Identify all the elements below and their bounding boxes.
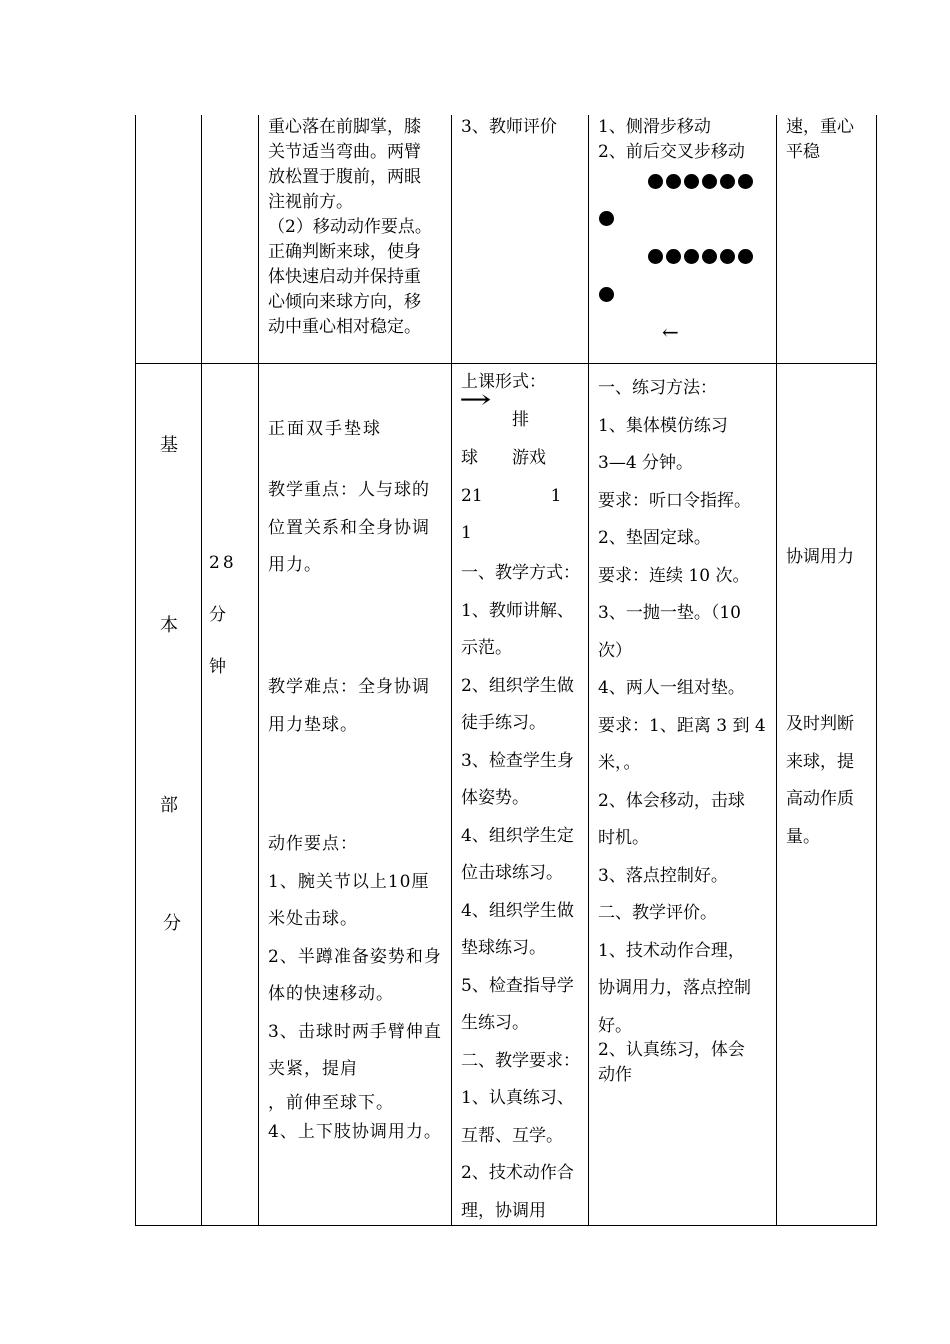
text-line: 互帮、互学。 [461,1125,563,1146]
text-line: 2、技术动作合 [461,1163,574,1183]
text-line: 生练习。 [461,1013,529,1033]
time-cell [209,537,237,693]
text-line: 3—4 分钟。 [598,453,694,473]
time-unit: 钟 [209,657,229,677]
text-line: 二、教学评价。 [598,903,717,923]
row1-note-cell [786,115,854,165]
student-dot [648,174,663,189]
table-col-divider-3 [451,115,452,1226]
text-line: 2、组织学生做 [461,675,574,696]
form-text-line: 排 [512,410,529,430]
text-line: 2、半蹲准备姿势和身 [268,946,442,967]
difficulty-block [268,669,430,744]
text-line: 位置关系和全身协调 [268,517,430,538]
text-line: 正确判断来球，使身 [268,242,421,262]
text-line: 一、教学方式： [461,563,580,583]
text-line: 3、击球时两手臂伸直 [268,1021,442,1042]
section-char: 本 [160,615,178,636]
section-char: 部 [160,795,178,816]
student-dot [648,249,663,264]
student-dot [666,249,681,264]
text-line: 1、腕关节以上10厘 [268,871,430,892]
student-dot [702,174,717,189]
table-row-divider [135,363,877,364]
text-line: 放松置于腹前，两眼 [268,167,421,187]
note-coordination: 协调用力 [786,547,854,567]
formation-single-dot-1 [599,211,614,226]
section-char: 基 [160,435,178,456]
row1-teacher-cell [461,115,557,140]
student-dot [684,174,699,189]
text-line: 3、检查学生身 [461,750,574,771]
text-line: 3、落点控制好。 [598,865,728,886]
table-col-divider-2 [258,115,259,1226]
text-line: 关节适当弯曲。两臂 [268,142,421,162]
text-line: 教学难点：全身协调 [268,677,430,697]
formation-row-1 [648,174,753,189]
text-line: 1、技术动作合理， [598,940,745,961]
formation-single-dot-2 [599,287,614,302]
text-line: （2）移动动作要点。 [268,217,432,237]
text-line: 1、集体模仿练习 [598,415,728,436]
text-line: 3、教师评价 [461,117,557,137]
text-line: 夹紧，提肩 [268,1059,358,1079]
student-dot [684,249,699,264]
table-col-divider-4 [588,115,589,1226]
text-line: 2、垫固定球。 [598,528,711,548]
text-line: ，前伸至球下。 [268,1092,394,1113]
section-char: 分 [163,913,181,934]
text-line: 注视前方。 [268,192,353,212]
time-unit: 分 [209,605,229,625]
text-line: 协调用力，落点控制 [598,978,751,998]
text-line: 量。 [786,826,820,847]
form-text-line: 21 1 [461,486,562,506]
student-dot [738,249,753,264]
text-line: 2、认真练习，体会 [598,1040,745,1060]
formation-row-2 [648,249,753,264]
practice-method-block [598,370,766,1045]
text-line: 4、组织学生定 [461,825,574,846]
text-line: 二、教学要求： [461,1050,580,1071]
text-line: 平稳 [786,142,820,162]
text-line: 3、一抛一垫。（10 [598,603,741,623]
class-form-arrow: → [459,385,492,415]
text-line: 用力。 [268,555,322,575]
action-points-block [268,826,442,1147]
text-line: 1、侧滑步移动 [598,117,711,137]
text-line: 体的快速移动。 [268,984,394,1004]
text-line: 垫球练习。 [461,938,546,958]
text-line: 米，。 [598,753,641,773]
key-point-block [268,472,430,585]
text-line: 体姿势。 [461,788,529,808]
form-text-line: 1 [461,523,472,543]
formation-arrow: ← [662,320,679,344]
text-line: 示范。 [461,638,512,658]
student-dot [738,174,753,189]
text-line: 4、组织学生做 [461,900,574,921]
text-line: 及时判断 [786,714,854,734]
text-line: 位击球练习。 [461,863,563,883]
text-line: 体快速启动并保持重 [268,267,421,287]
text-line: 高动作质 [786,789,854,809]
text-line: 次） [598,640,632,661]
note-judgement-block [786,706,854,856]
text-line: 米处击球。 [268,909,358,929]
text-line: 要求：1、距离 3 到 4 [598,715,766,736]
text-line: 时机。 [598,828,649,848]
text-line: 理，协调用 [461,1200,546,1221]
student-dot [666,174,681,189]
text-line: 要求：连续 10 次。 [598,565,750,586]
row1-student-cell [598,115,745,165]
lesson-topic: 正面双手垫球 [268,419,382,439]
text-line: 4、两人一组对垫。 [598,678,745,698]
table-col-divider-5 [776,115,777,1226]
form-text-line: 球 游戏 [461,448,546,468]
time-value: 28 [209,553,237,573]
text-line: 5、检查指导学 [461,975,574,996]
text-line: 1、教师讲解、 [461,600,574,621]
student-dot [702,249,717,264]
text-line: 一、练习方法： [598,378,717,398]
student-dot [720,174,735,189]
text-line: 徒手练习。 [461,713,546,733]
text-line: 重心落在前脚掌，膝 [268,117,421,137]
text-line: 教学重点：人与球的 [268,480,430,500]
text-line: 1、认真练习、 [461,1088,574,1108]
row1-content-cell [268,115,432,340]
student-dot [720,249,735,264]
text-line: 2、前后交叉步移动 [598,142,745,162]
text-line: 用力垫球。 [268,714,358,735]
text-line: 来球，提 [786,751,854,772]
practice-tail-block [598,1038,745,1088]
text-line: 动中重心相对稳定。 [268,317,421,337]
table-border-left [135,115,136,1226]
table-border-right [876,115,877,1226]
text-line: 4、上下肢协调用力。 [268,1121,442,1142]
text-line: 2、体会移动，击球 [598,790,745,811]
text-line: 动作要点： [268,834,358,854]
table-col-divider-1 [201,115,202,1226]
class-form-title: 上课形式： [461,372,546,392]
text-line: 速，重心 [786,117,854,137]
teaching-method-block [461,555,580,1230]
text-line: 要求：听口令指挥。 [598,490,751,511]
text-line: 心倾向来球方向，移 [268,292,421,312]
text-line: 动作 [598,1065,632,1085]
text-line: 好。 [598,1015,632,1036]
